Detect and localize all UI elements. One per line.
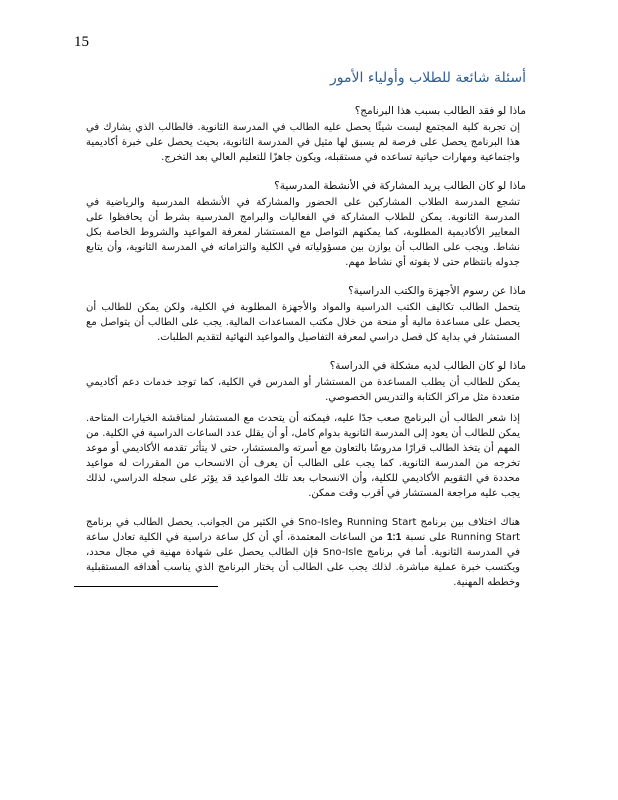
faq-item xyxy=(86,515,526,590)
faq-item xyxy=(86,284,526,345)
faq-question: ماذا لو كان الطالب يريد المشاركة في الأنشطة المدرسية؟ xyxy=(274,180,526,192)
footnote-separator xyxy=(74,586,218,587)
faq-answer: تشجع المدرسة الطلاب المشاركين على الحضور والمشاركة في الأنشطة المدرسية والرياضية في المدرسة الثانوية. يمكن للطلاب المشاركة في الفعاليات والبرامج المدرسية بشرط أن يحافظوا على المعايير الأكاديمية المطلوبة، كما يمكنهم التواصل مع المستشار لمعرفة المواعيد والشروط الخاصة بكل نشاط. ويجب على الطالب أن يوازن بين مسؤولياته في الكلية والتزاماته في المدرسة الثانوية، وأن يتابع جدوله بانتظام حتى لا يفوته أي نشاط مهم. xyxy=(86,197,520,268)
answer-text-pre: هناك اختلاف بين برنامج Running Start وSno-Isle في الكثير من الجوانب. يحصل الطالب في برنامج Running Start على نسبة xyxy=(86,517,521,543)
page-title: أسئلة شائعة للطلاب وأولياء الأمور xyxy=(330,70,526,86)
faq-content xyxy=(86,104,526,604)
faq-question: ماذا لو فقد الطالب بسبب هذا البرنامج؟ xyxy=(354,105,526,117)
faq-item xyxy=(86,179,526,270)
answer-text-post: من الساعات المعتمدة، أي أن كل ساعة دراسية في الكلية تعادل ساعة في المدرسة الثانوية. أما في برنامج Sno-Isle فإن الطالب يحصل على شهادة مهنية في مجال محدد، ويكتسب خبرة عملية مباشرة. لذلك يجب على الطالب أن يختار البرنامج الذي يناسب أهدافه المستقبلية وخططه المهنية. xyxy=(86,532,520,588)
faq-question: ماذا عن رسوم الأجهزة والكتب الدراسية؟ xyxy=(348,285,526,297)
page-number: 15 xyxy=(74,34,89,50)
faq-question: ماذا لو كان الطالب لديه مشكلة في الدراسة؟ xyxy=(329,360,526,372)
credit-ratio: 1:1 xyxy=(386,532,402,543)
faq-item xyxy=(86,411,526,501)
faq-item xyxy=(86,359,526,405)
faq-answer xyxy=(86,515,526,590)
faq-item xyxy=(86,104,526,165)
faq-answer: يمكن للطالب أن يطلب المساعدة من المستشار أو المدرس في الكلية، كما توجد خدمات دعم أكاديمي متعددة مثل مراكز الكتابة والتدريس الخصوصي. xyxy=(86,377,520,403)
faq-answer: يتحمل الطالب تكاليف الكتب الدراسية والمواد والأجهزة المطلوبة في الكلية، ولكن يمكن للطالب أن يحصل على مساعدة مالية أو منحة من خلال مكتب المساعدات المالية. يجب على الطالب أن يتواصل مع المستشار في بداية كل فصل دراسي لمعرفة التفاصيل والمواعيد النهائية لتقديم الطلبات. xyxy=(86,302,520,343)
faq-answer: إذا شعر الطالب أن البرنامج صعب جدًا عليه، فيمكنه أن يتحدث مع المستشار لمناقشة الخيارات المتاحة. يمكن للطالب أن يعود إلى المدرسة الثانوية بدوام كامل، أو أن يقلل عدد الساعات الدراسية في الكلية. من المهم أن يتخذ الطالب قرارًا مدروسًا بالتعاون مع أسرته والمستشار، حتى لا يتأثر تقدمه الأكاديمي أو موعد تخرجه من المدرسة الثانوية. كما يجب على الطالب أن يعرف أن الانسحاب من المقررات له مواعيد محددة في التقويم الأكاديمي للكلية، وأن الانسحاب بعد تلك المواعيد قد يؤثر على سجله الدراسي، لذلك يجب عليه مراجعة المستشار في أقرب وقت ممكن. xyxy=(86,413,520,499)
faq-answer: إن تجربة كلية المجتمع ليست شيئًا يحصل عليه الطالب في المدرسة الثانوية. فالطالب الذي يشارك في هذا البرنامج يحصل على فرصة لم يسبق لها مثيل في المدرسة الثانوية، بحيث يحصل على خبرة أكاديمية واجتماعية ومهارات حياتية تساعده في مستقبله، ويكون جاهزًا للتعليم العالي بعد التخرج. xyxy=(86,122,520,163)
